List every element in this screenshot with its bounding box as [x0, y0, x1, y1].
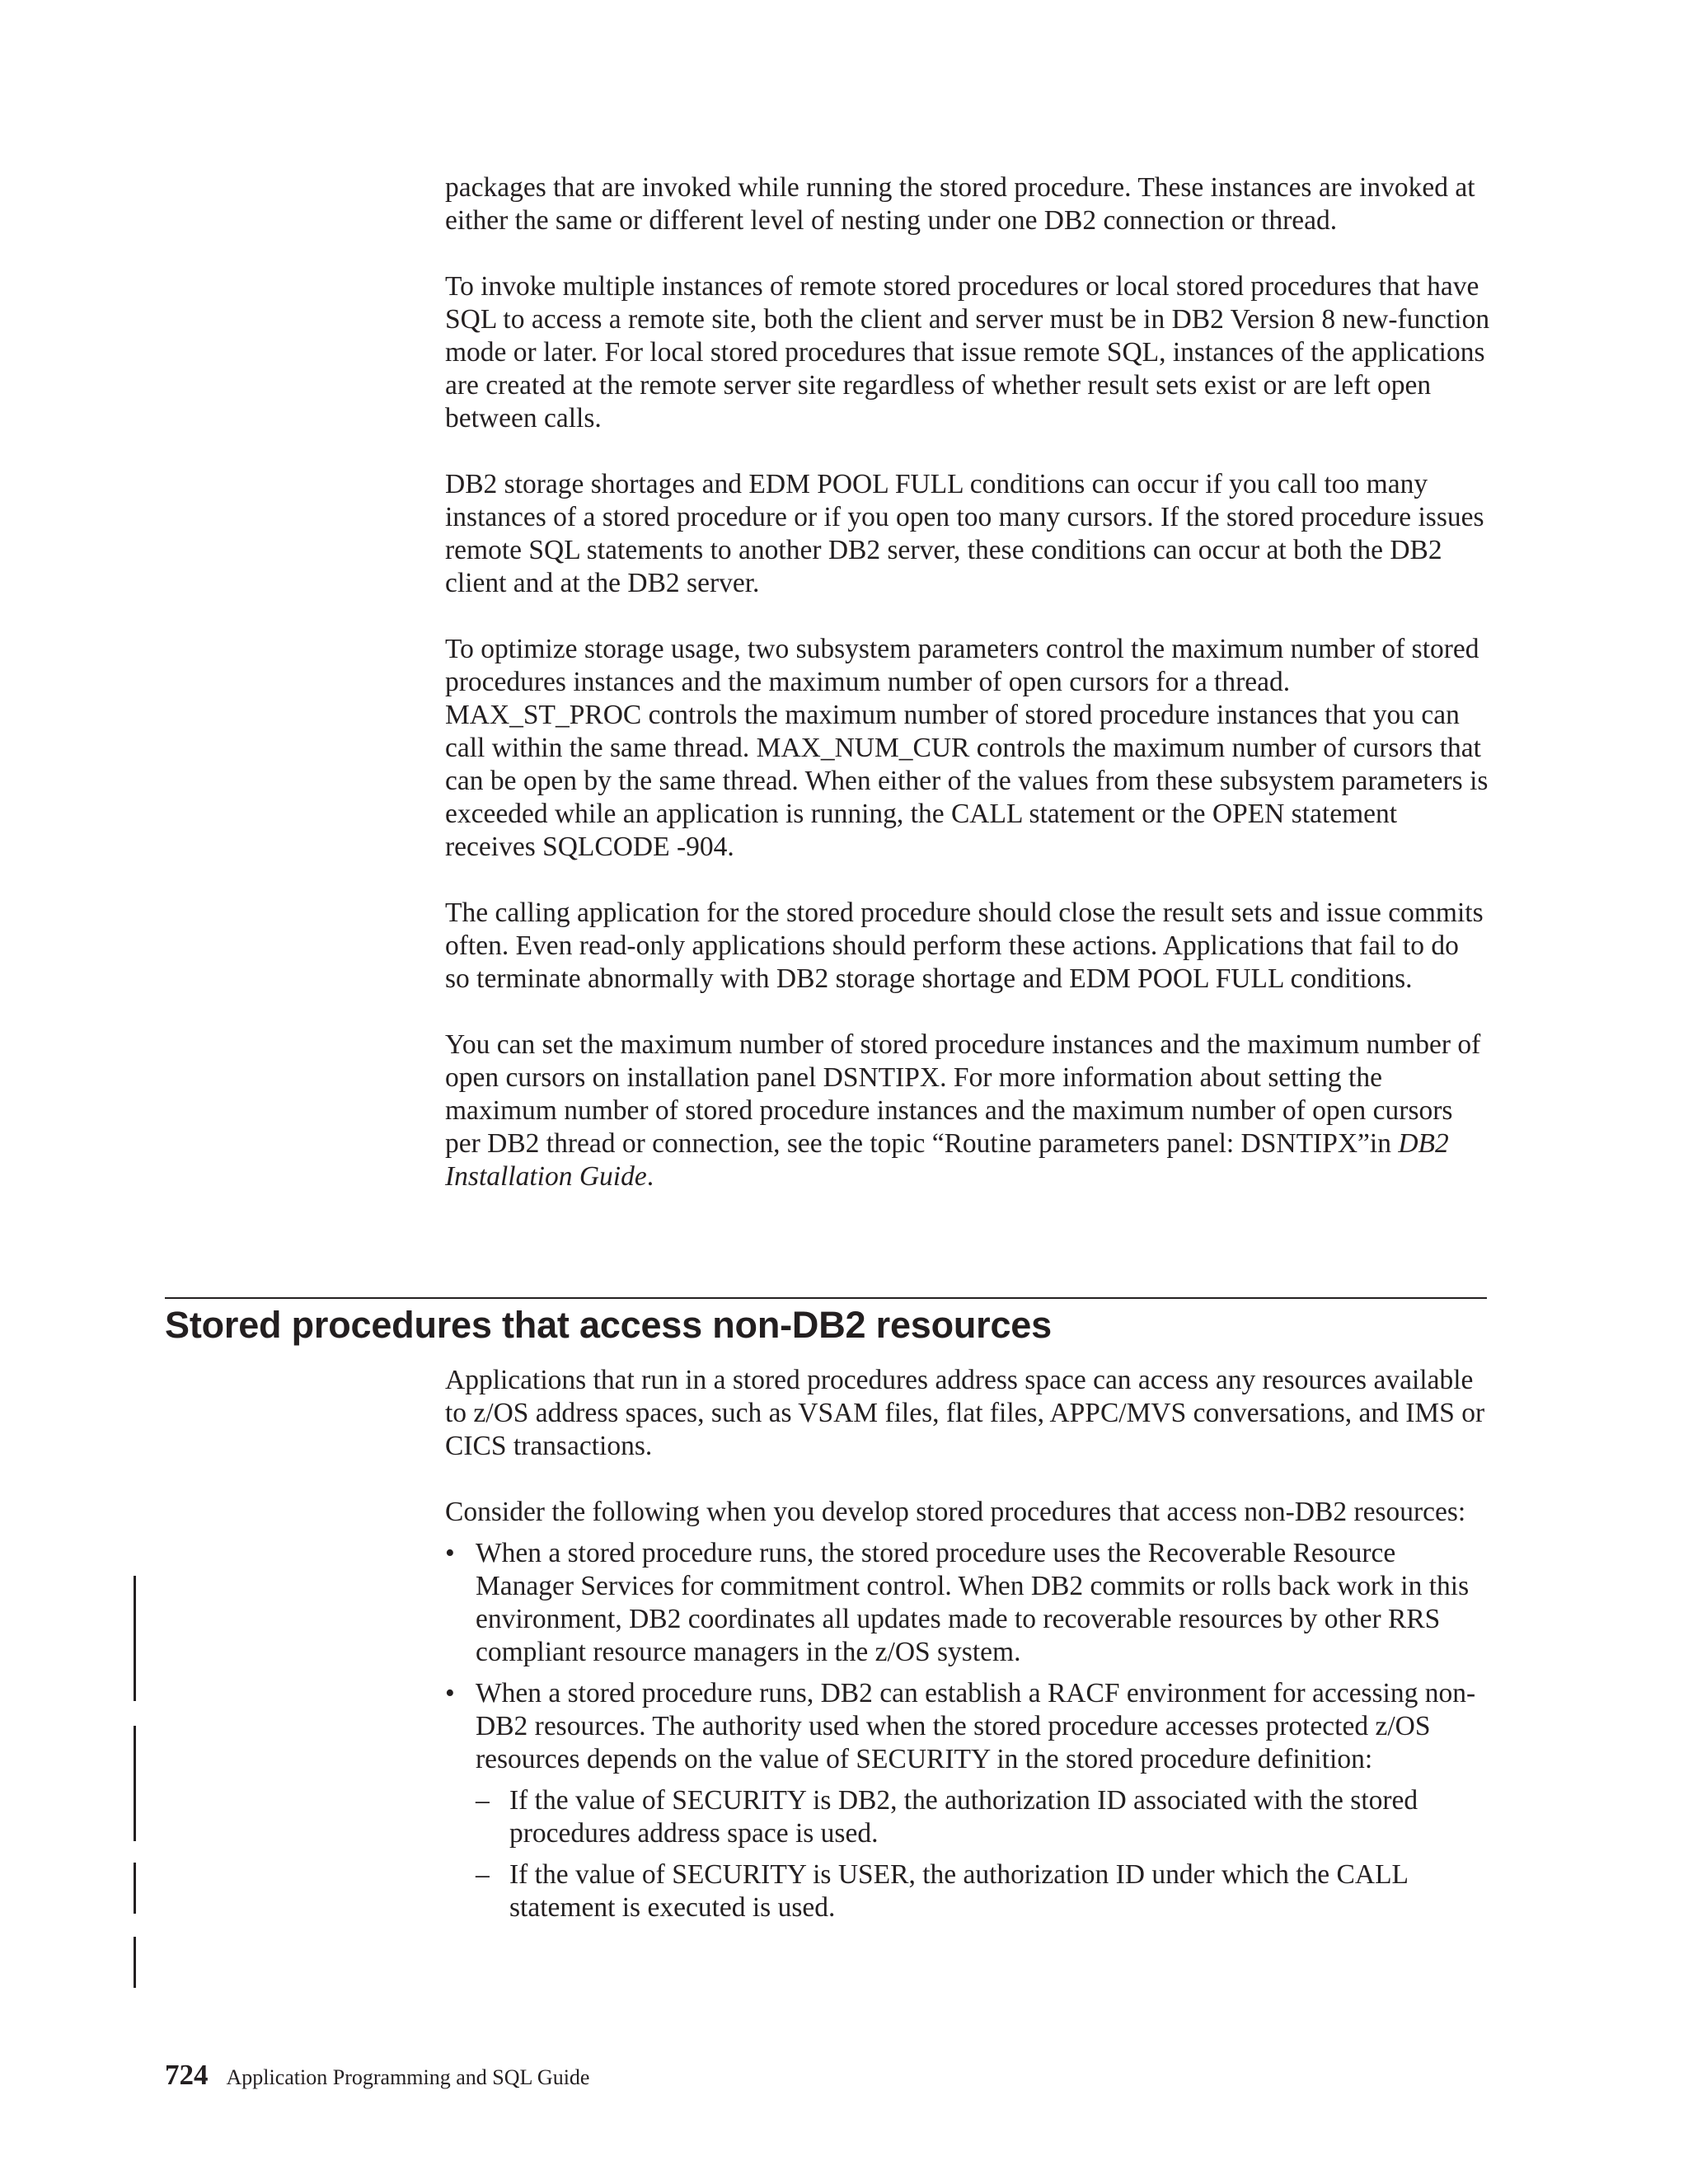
section-text-block: [445, 1364, 1490, 1933]
book-title: Application Programming and SQL Guide: [226, 2065, 590, 2089]
bullet-marker: •: [445, 1538, 455, 1568]
section-divider: [165, 1297, 1487, 1299]
dash-marker: –: [476, 1859, 490, 1890]
paragraph-installation-reference: [445, 1029, 1490, 1193]
intro-text-block: [445, 171, 1490, 1193]
change-bar: [134, 1576, 136, 1701]
change-bar: [134, 1863, 136, 1914]
book-reference: DB2 Installation Guide: [445, 1128, 1449, 1192]
list-item: [445, 1537, 1490, 1669]
sub-item-text: If the value of SECURITY is DB2, the authorization ID associated with the stored procedures address space is used.: [509, 1785, 1418, 1849]
paragraph: Applications that run in a stored procedures address space can access any resources available to z/OS address spaces, such as VSAM files, flat files, APPC/MVS conversations, and IMS or CICS transactions.: [445, 1365, 1485, 1461]
paragraph: Consider the following when you develop stored procedures that access non-DB2 resources:: [445, 1497, 1466, 1527]
paragraph: The calling application for the stored procedure should close the result sets and issue commits often. Even read-only applications should perform these actions. Applications that fail to do so terminate abnormally with DB2 storage shortage and EDM POOL FULL conditions.: [445, 898, 1484, 994]
paragraph: To optimize storage usage, two subsystem parameters control the maximum number of stored procedures instances and the maximum number of open cursors for a thread. MAX_ST_PROC controls the maximum number of stored procedure instances that you can call within the same thread. MAX_NUM_CUR controls the maximum number of cursors that can be open by the same thread. When either of the values from these subsystem parameters is exceeded while an application is running, the CALL statement or the OPEN statement receives SQLCODE -904.: [445, 634, 1489, 862]
page-footer: [165, 2057, 589, 2096]
paragraph: To invoke multiple instances of remote stored procedures or local stored procedures that have SQL to access a remote site, both the client and server must be in DB2 Version 8 new-function mode or later. For local stored procedures that issue remote SQL, instances of the applications are created at the remote server site regardless of whether result sets exist or are left open between calls.: [445, 271, 1490, 434]
sub-list-item: [476, 1784, 1490, 1850]
reference-period: .: [646, 1161, 654, 1192]
section-heading: Stored procedures that access non-DB2 resources: [165, 1304, 1052, 1346]
change-bar: [134, 1726, 136, 1841]
page-number: 724: [165, 2059, 209, 2091]
list-item-text: When a stored procedure runs, DB2 can establish a RACF environment for accessing non-DB2 resources. The authority used when the stored procedure accesses protected z/OS resources depends on the value of SECURITY in the stored procedure definition:: [476, 1678, 1476, 1774]
bullet-marker: •: [445, 1678, 455, 1708]
change-bar: [134, 1937, 136, 1988]
dash-list: [476, 1784, 1490, 1924]
sub-list-item: [476, 1858, 1490, 1924]
sub-item-text: If the value of SECURITY is USER, the authorization ID under which the CALL statement is executed is used.: [509, 1859, 1408, 1923]
list-item: [445, 1677, 1490, 1924]
paragraph: DB2 storage shortages and EDM POOL FULL conditions can occur if you call too many instances of a stored procedure or if you open too many cursors. If the stored procedure issues remote SQL statements to another DB2 server, these conditions can occur at both the DB2 client and at the DB2 server.: [445, 469, 1484, 598]
bullet-list: [445, 1537, 1490, 1924]
reference-text: You can set the maximum number of stored procedure instances and the maximum number of open cursors on installation panel DSNTIPX. For more information about setting the maximum number of stored procedure instances and the maximum number of open cursors per DB2 thread or connection, see the topic “Routine parameters panel: DSNTIPX”in: [445, 1029, 1481, 1159]
dash-marker: –: [476, 1785, 490, 1816]
list-item-text: When a stored procedure runs, the stored procedure uses the Recoverable Resource Manager Services for commitment control. When DB2 commits or rolls back work in this environment, DB2 coordinates all updates made to recoverable resources by other RRS compliant resource managers in the z/OS system.: [476, 1538, 1470, 1667]
paragraph: packages that are invoked while running the stored procedure. These instances are invoked at either the same or different level of nesting under one DB2 connection or thread.: [445, 172, 1475, 236]
